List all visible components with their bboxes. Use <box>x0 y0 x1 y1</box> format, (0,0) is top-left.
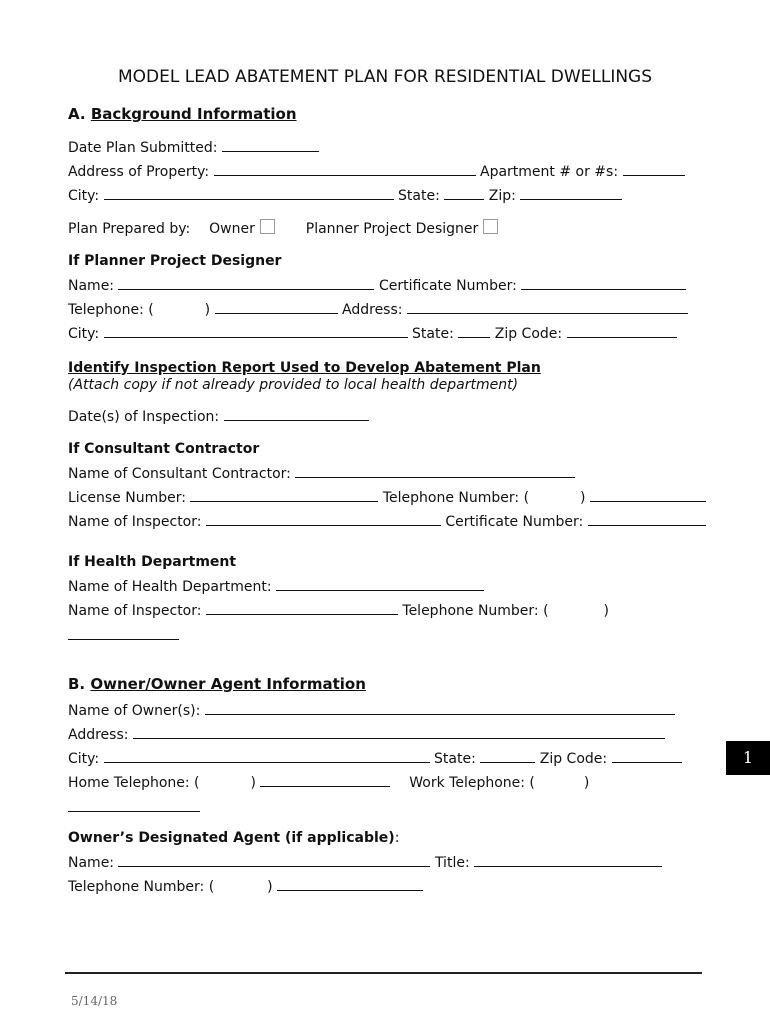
consultant-telephone-close: ) <box>579 490 586 506</box>
health-department-row <box>68 577 484 596</box>
date-plan-submitted-field[interactable] <box>222 138 319 152</box>
property-city-row <box>68 186 622 205</box>
health-inspector-label: Name of Inspector: <box>68 603 202 619</box>
consultant-telephone-label: Telephone Number: ( <box>382 490 530 506</box>
work-telephone-field[interactable] <box>68 798 200 812</box>
consultant-inspector-field[interactable] <box>206 512 441 526</box>
consultant-certificate-field[interactable] <box>588 512 706 526</box>
apartment-label: Apartment # or #s: <box>480 164 619 180</box>
planner-state-label: State: <box>412 326 454 342</box>
owner-option-label: Owner <box>209 221 255 237</box>
owner-state-field[interactable] <box>480 749 535 763</box>
section-b-heading <box>68 674 366 694</box>
health-telephone-field[interactable] <box>68 626 179 640</box>
section-a-title: Background Information <box>90 105 297 123</box>
consultant-telephone-field[interactable] <box>590 488 706 502</box>
consultant-license-row <box>68 488 706 507</box>
agent-name-row <box>68 853 662 872</box>
health-inspector-row <box>68 601 609 620</box>
planner-zip-label: Zip Code: <box>494 326 563 342</box>
work-telephone-close: ) <box>583 775 590 791</box>
owner-city-row <box>68 749 682 768</box>
consultant-inspector-label: Name of Inspector: <box>68 514 202 530</box>
planner-checkbox[interactable] <box>483 219 498 234</box>
owner-state-label: State: <box>434 751 476 767</box>
property-state-label: State: <box>398 188 440 204</box>
home-telephone-close: ) <box>250 775 256 791</box>
document-title: MODEL LEAD ABATEMENT PLAN FOR RESIDENTIAL DWELLINGS <box>117 67 653 87</box>
home-telephone-label: Home Telephone: ( <box>68 775 200 791</box>
property-city-label: City: <box>68 188 100 204</box>
owner-name-row <box>68 701 675 720</box>
plan-prepared-by-label: Plan Prepared by: <box>68 221 191 237</box>
planner-option-label: Planner Project Designer <box>305 221 479 237</box>
agent-name-field[interactable] <box>118 853 430 867</box>
agent-telephone-row <box>68 877 423 896</box>
consultant-name-row <box>68 464 575 483</box>
owner-telephone-row <box>68 773 589 792</box>
planner-certificate-field[interactable] <box>521 276 686 290</box>
date-plan-submitted-row <box>68 138 319 157</box>
health-inspector-field[interactable] <box>206 601 398 615</box>
agent-name-label: Name: <box>68 855 115 871</box>
planner-telephone-field[interactable] <box>215 300 338 314</box>
owner-address-label: Address: <box>68 727 129 743</box>
planner-address-field[interactable] <box>407 300 688 314</box>
planner-state-field[interactable] <box>458 324 490 338</box>
section-a-heading <box>68 104 297 124</box>
work-telephone-label: Work Telephone: ( <box>409 775 535 791</box>
owner-city-field[interactable] <box>104 749 430 763</box>
section-b-title: Owner/Owner Agent Information <box>90 675 366 693</box>
address-of-property-row <box>68 162 685 181</box>
planner-certificate-label: Certificate Number: <box>378 278 517 294</box>
planner-name-row <box>68 276 686 295</box>
owner-checkbox[interactable] <box>260 219 275 234</box>
health-telephone-close: ) <box>603 603 609 619</box>
section-b-letter: B. <box>68 675 86 693</box>
planner-city-field[interactable] <box>104 324 408 338</box>
health-telephone-label: Telephone Number: ( <box>402 603 549 619</box>
planner-address-label: Address: <box>342 302 403 318</box>
health-department-label: Name of Health Department: <box>68 579 272 595</box>
planner-name-field[interactable] <box>118 276 374 290</box>
inspection-report-note: (Attach copy if not already provided to local health department) <box>68 377 519 393</box>
inspection-dates-label: Date(s) of Inspection: <box>68 409 220 425</box>
date-plan-submitted-label: Date Plan Submitted: <box>68 140 218 156</box>
owner-city-label: City: <box>68 751 100 767</box>
section-a-letter: A. <box>68 105 86 123</box>
address-of-property-field[interactable] <box>214 162 476 176</box>
planner-telephone-row <box>68 300 688 319</box>
consultant-name-field[interactable] <box>295 464 575 478</box>
address-of-property-label: Address of Property: <box>68 164 210 180</box>
owner-zip-label: Zip Code: <box>539 751 608 767</box>
planner-telephone-label: Telephone: ( <box>68 302 154 318</box>
agent-title-field[interactable] <box>474 853 662 867</box>
apartment-field[interactable] <box>623 162 685 176</box>
property-state-field[interactable] <box>444 186 484 200</box>
consultant-name-label: Name of Consultant Contractor: <box>68 466 291 482</box>
agent-title-label: Title: <box>434 855 470 871</box>
health-department-field[interactable] <box>276 577 484 591</box>
page-number-badge: 1 <box>726 741 770 775</box>
property-city-field[interactable] <box>104 186 394 200</box>
if-consultant-heading: If Consultant Contractor <box>68 441 260 457</box>
if-planner-heading: If Planner Project Designer <box>68 253 282 269</box>
plan-prepared-by-row <box>68 219 498 238</box>
owner-address-row <box>68 725 665 744</box>
agent-telephone-field[interactable] <box>277 877 423 891</box>
owner-address-field[interactable] <box>133 725 665 739</box>
consultant-certificate-label: Certificate Number: <box>445 514 584 530</box>
owner-zip-field[interactable] <box>612 749 682 763</box>
agent-telephone-label: Telephone Number: ( <box>68 879 215 895</box>
planner-zip-field[interactable] <box>567 324 677 338</box>
consultant-inspector-row <box>68 512 706 531</box>
owner-name-label: Name of Owner(s): <box>68 703 201 719</box>
owner-name-field[interactable] <box>205 701 675 715</box>
planner-city-label: City: <box>68 326 100 342</box>
agent-heading: Owner’s Designated Agent (if applicable) <box>68 830 395 846</box>
planner-telephone-close: ) <box>204 302 211 318</box>
inspection-dates-field[interactable] <box>224 407 369 421</box>
planner-name-label: Name: <box>68 278 115 294</box>
agent-heading-colon: : <box>394 830 400 846</box>
consultant-license-label: License Number: <box>68 490 186 506</box>
property-zip-field[interactable] <box>520 186 622 200</box>
agent-heading-row <box>68 829 399 847</box>
property-zip-label: Zip: <box>488 188 516 204</box>
if-health-heading: If Health Department <box>68 554 237 570</box>
consultant-license-field[interactable] <box>190 488 378 502</box>
inspection-dates-row <box>68 407 369 426</box>
planner-city-row <box>68 324 677 343</box>
footer-date: 5/14/18 <box>71 994 118 1008</box>
footer-rule <box>65 972 702 974</box>
home-telephone-field[interactable] <box>260 773 390 787</box>
agent-telephone-close: ) <box>267 879 273 895</box>
work-telephone-row <box>68 798 200 817</box>
health-telephone-row <box>68 626 179 645</box>
inspection-report-heading: Identify Inspection Report Used to Develop Abatement Plan <box>68 360 541 376</box>
